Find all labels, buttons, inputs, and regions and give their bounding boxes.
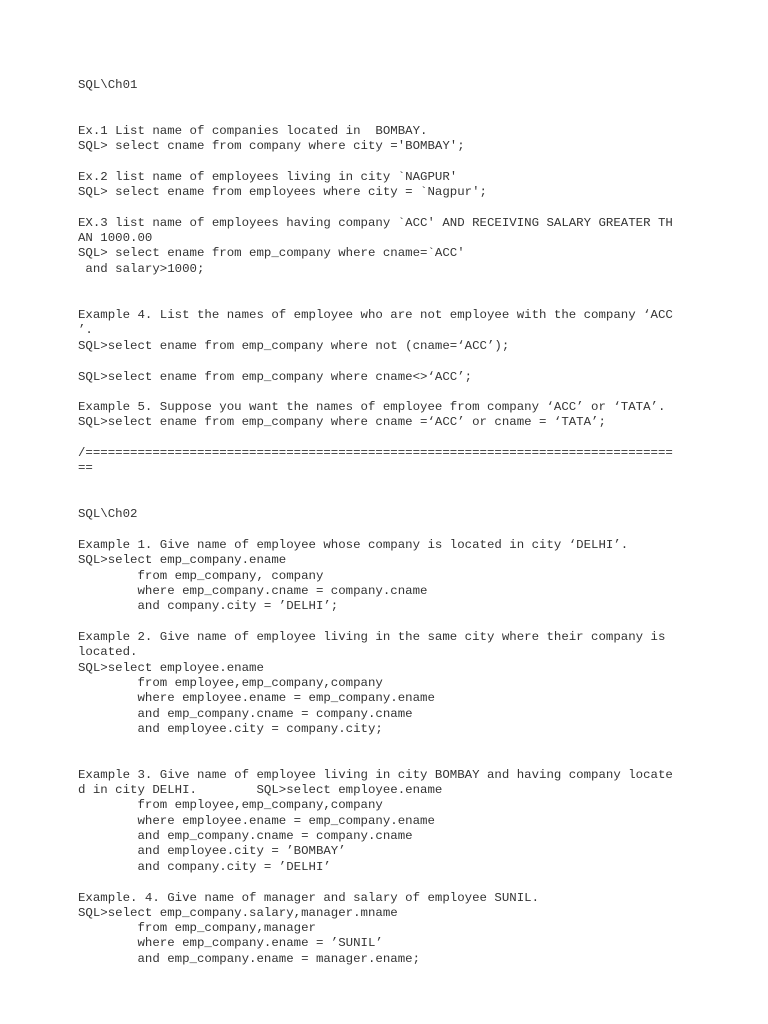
text-line: Ex.2 list name of employees living in city `NAGPUR' [78,170,458,184]
text-line: from employee,emp_company,company [78,676,383,690]
text-line: Example 2. Give name of employee living in the same city where their company is [78,630,666,644]
text-line: d in city DELHI. SQL>select employee.ename [78,783,443,797]
text-line: and company.city = ’DELHI’; [78,599,339,613]
text-line: SQL>select emp_company.salary,manager.mname [78,906,398,920]
text-line: AN 1000.00 [78,231,153,245]
text-line: where emp_company.cname = company.cname [78,584,428,598]
text-line: where employee.ename = emp_company.ename [78,691,435,705]
text-line: located. [78,645,138,659]
text-line: SQL> select ename from employees where city = `Nagpur'; [78,185,487,199]
text-line: from employee,emp_company,company [78,798,383,812]
text-line: and emp_company.ename = manager.ename; [78,952,421,966]
text-line: where emp_company.ename = ’SUNIL’ [78,936,383,950]
text-line: SQL> select ename from emp_company where cname=`ACC' [78,246,465,260]
text-line: Example 3. Give name of employee living in city BOMBAY and having company locate [78,768,673,782]
text-line: Example 4. List the names of employee who are not employee with the company ‘ACC [78,308,673,322]
text-line: and employee.city = company.city; [78,722,383,736]
text-line: Example 5. Suppose you want the names of employee from company ‘ACC’ or ‘TATA’. [78,400,666,414]
text-line: SQL>select ename from emp_company where cname<>‘ACC’; [78,370,473,384]
text-line: EX.3 list name of employees having company `ACC' AND RECEIVING SALARY GREATER TH [78,216,673,230]
text-line: Ex.1 List name of companies located in BOMBAY. [78,124,428,138]
text-line: and emp_company.cname = company.cname [78,707,413,721]
text-line: where employee.ename = emp_company.ename [78,814,435,828]
text-line: and emp_company.cname = company.cname [78,829,413,843]
text-line: /=============================================================================== [78,446,673,460]
text-line: SQL>select employee.ename [78,661,264,675]
text-line: == [78,461,93,475]
text-line: and company.city = ’DELHI’ [78,860,331,874]
text-line: SQL\Ch01 [78,78,138,92]
text-line: SQL\Ch02 [78,507,138,521]
text-line: Example 1. Give name of employee whose company is located in city ‘DELHI’. [78,538,629,552]
text-line: from emp_company,manager [78,921,316,935]
text-line: SQL>select ename from emp_company where cname =‘ACC’ or cname = ‘TATA’; [78,415,606,429]
text-line: and salary>1000; [78,262,205,276]
text-line: and employee.city = ’BOMBAY’ [78,844,346,858]
text-line: SQL>select emp_company.ename [78,553,287,567]
text-line: SQL>select ename from emp_company where not (cname=‘ACC’); [78,339,510,353]
text-line: Example. 4. Give name of manager and salary of employee SUNIL. [78,891,540,905]
text-line: SQL> select cname from company where city ='BOMBAY'; [78,139,465,153]
text-line: from emp_company, company [78,569,324,583]
text-line: ’. [78,323,93,337]
